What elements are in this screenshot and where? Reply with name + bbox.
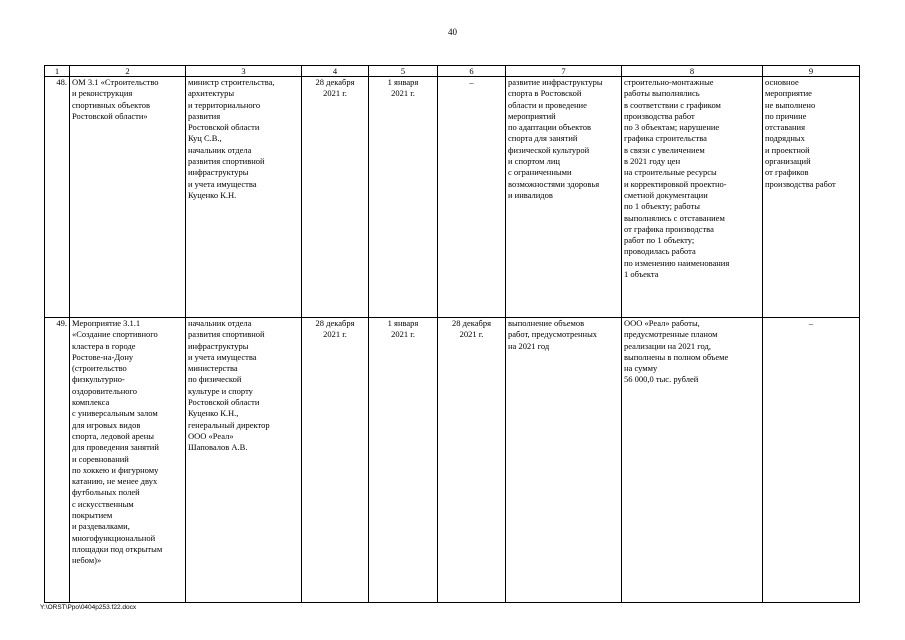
start-date: 1 января 2021 г.: [369, 77, 438, 318]
plan-date: 28 декабря 2021 г.: [302, 318, 369, 603]
responsible-person: министр строительства, архитектуры и территориального развития Ростовской области Куц С.В., начальник отдела развития спортивной инфраструктуры и учета имущества Куценко К.Н.: [186, 77, 302, 318]
column-header: 3: [186, 66, 302, 77]
plan-date: 28 декабря 2021 г.: [302, 77, 369, 318]
start-date: 1 января 2021 г.: [369, 318, 438, 603]
column-header: 1: [45, 66, 70, 77]
responsible-person: начальник отдела развития спортивной инфраструктуры и учета имущества министерства по физической культуре и спорту Ростовской области Куценко К.Н., генеральный директор ООО «Реал» Шаповалов А.В.: [186, 318, 302, 603]
event-name: ОМ 3.1 «Строительство и реконструкция спортивных объектов Ростовской области»: [70, 77, 186, 318]
end-date: –: [438, 77, 506, 318]
event-name: Мероприятие 3.1.1 «Создание спортивного кластера в городе Ростове-на-Дону (строительство физкультурно- оздоровительного комплекса с универсальным залом для игровых видов спорта, ледовой арены для проведения занятий и соревнований по хоккею и фигурному катанию, не менее двух футбольных полей с искусственным покрытием и раздевалками, многофункциональной площадки под открытым небом)»: [70, 318, 186, 603]
page-number: 40: [448, 27, 457, 37]
problems: основное мероприятие не выполнено по причине отставания подрядных и проектной организаций от графиков производства работ: [763, 77, 860, 318]
column-header: 2: [70, 66, 186, 77]
column-header: 5: [369, 66, 438, 77]
expected-result: выполнение объемов работ, предусмотренных на 2021 год: [506, 318, 622, 603]
report-table: [44, 65, 860, 603]
column-header: 6: [438, 66, 506, 77]
row-number: 48.: [45, 77, 70, 318]
actual-result: ООО «Реал» работы, предусмотренные планом реализации на 2021 год, выполнены в полном объеме на сумму 56 000,0 тыс. рублей: [622, 318, 763, 603]
table-header-row: [45, 66, 860, 77]
column-header: 4: [302, 66, 369, 77]
row-number: 49.: [45, 318, 70, 603]
problems: –: [763, 318, 860, 603]
table-row: [45, 318, 860, 603]
table-row: [45, 77, 860, 318]
footer-file-path: Y:\ORST\Ppo\0404p253.f22.docx: [40, 604, 137, 611]
end-date: 28 декабря 2021 г.: [438, 318, 506, 603]
column-header: 7: [506, 66, 622, 77]
actual-result: строительно-монтажные работы выполнялись в соответствии с графиком производства работ по 3 объектам; нарушение графика строительства в связи с увеличением в 2021 году цен на строительные ресурсы и корректировкой проектно- сметной документации по 1 объекту; работы выполнялись с отставанием от графика производства работ по 1 объекту; проводилась работа по изменению наименования 1 объекта: [622, 77, 763, 318]
column-header: 8: [622, 66, 763, 77]
expected-result: развитие инфраструктуры спорта в Ростовской области и проведение мероприятий по адаптации объектов спорта для занятий физической культурой и спортом лиц с ограниченными возможностями здоровья и инвалидов: [506, 77, 622, 318]
column-header: 9: [763, 66, 860, 77]
